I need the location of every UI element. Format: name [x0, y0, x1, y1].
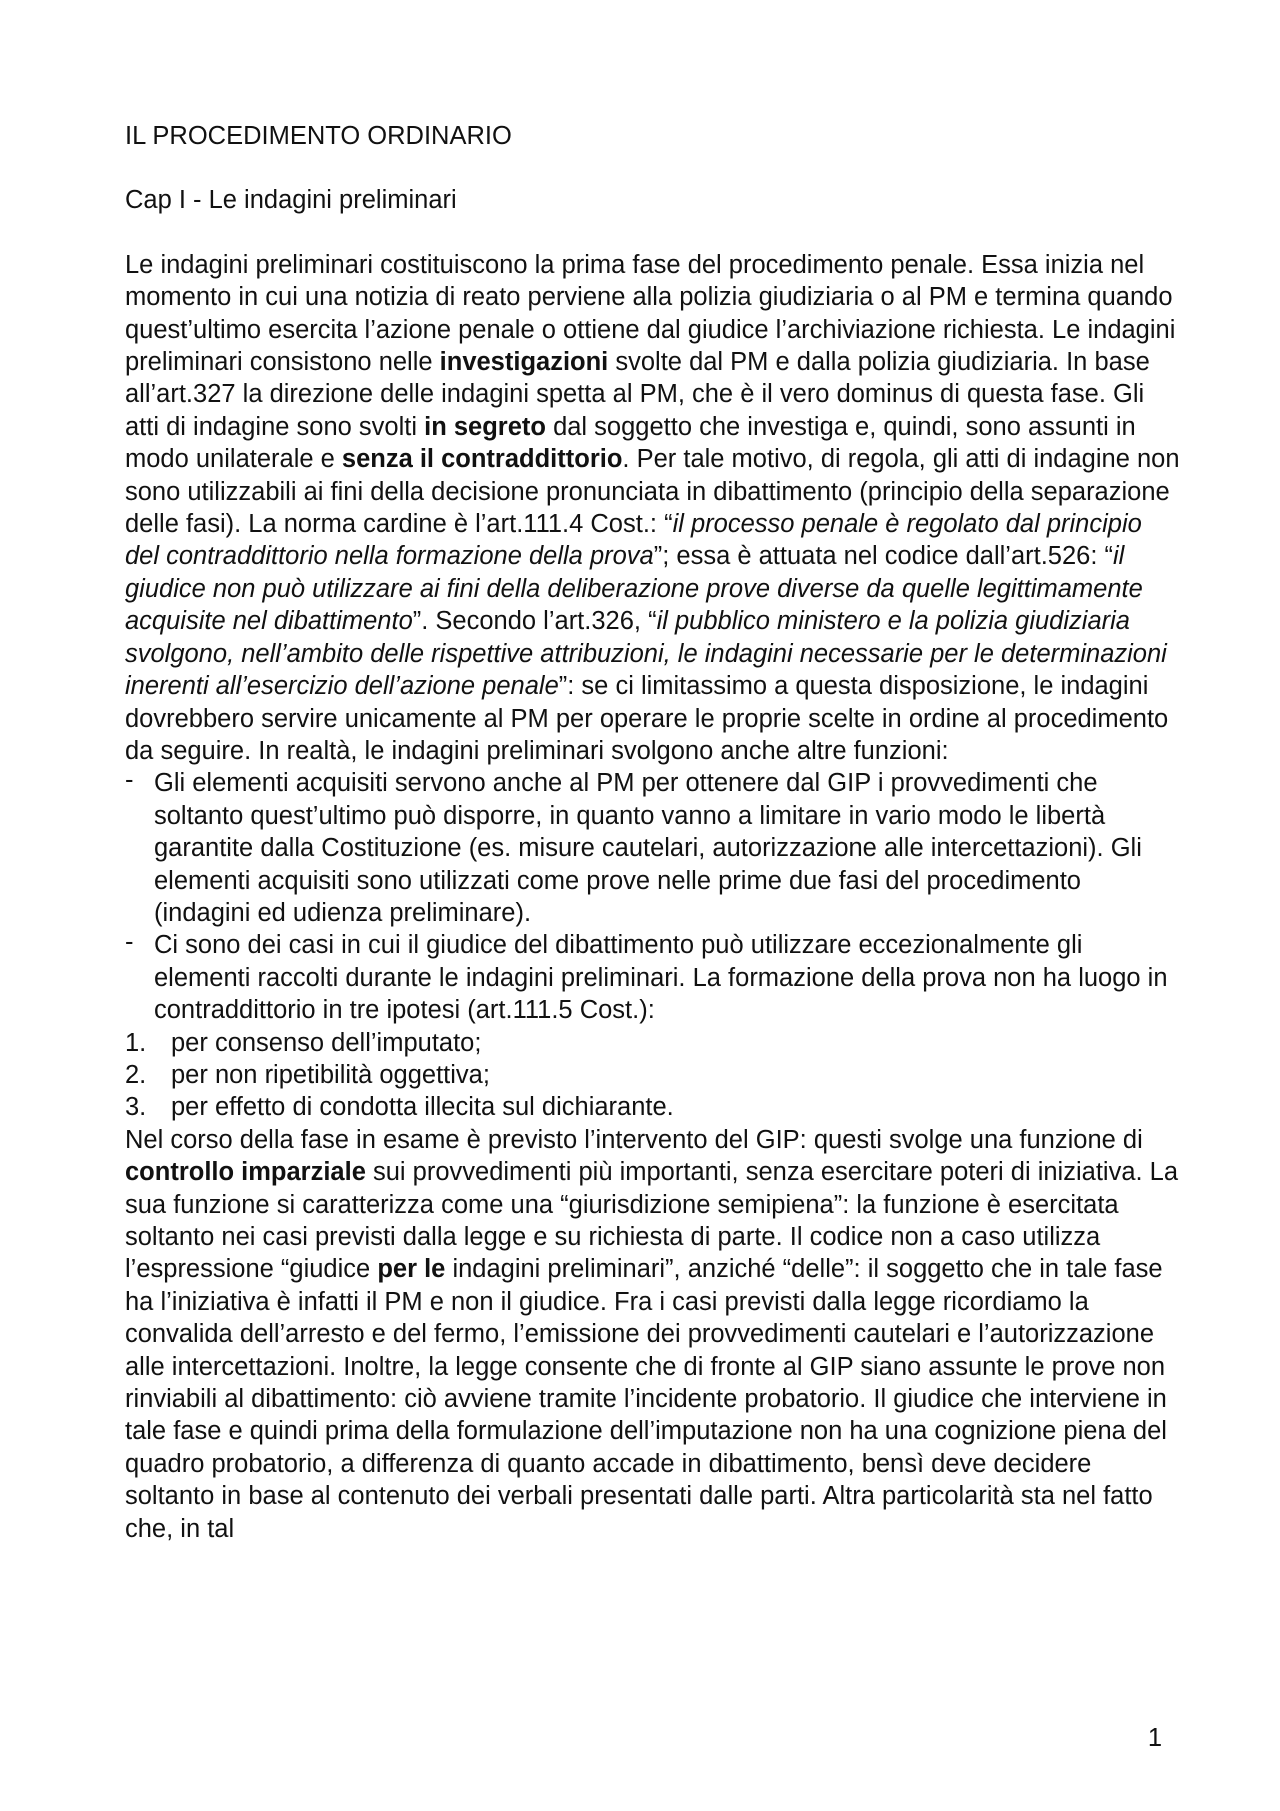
quote: il pubblico ministero e la polizia giudiziaria svolgono, nell’ambito delle rispettive attribuzioni, le indagini necessarie per le determinazioni inerenti all’esercizio dell’azione penale	[125, 607, 1167, 701]
list-item: 3. per effetto di condotta illecita sul dichiarante.	[125, 1091, 1180, 1123]
numbered-list	[125, 1027, 1180, 1124]
list-item: - Ci sono dei casi in cui il giudice del dibattimento può utilizzare eccezionalmente gli elementi raccolti durante le indagini preliminari. La formazione della prova non ha luogo in contraddittorio in tre ipotesi (art.111.5 Cost.):	[125, 929, 1180, 1026]
list-item: 1. per consenso dell’imputato;	[125, 1027, 1180, 1059]
list-number: 1.	[125, 1028, 147, 1057]
list-item: - Gli elementi acquisiti servono anche al PM per ottenere dal GIP i provvedimenti che soltanto quest’ultimo può disporre, in quanto vanno a limitare in vario modo le libertà garantite dalla Costituzione (es. misure cautelari, autorizzazione alle intercettazioni). Gli elementi acquisiti sono utilizzati come prove nelle prime due fasi del procedimento (indagini ed udienza preliminare).	[125, 767, 1180, 929]
bold-term: investigazioni	[439, 348, 609, 377]
bold-term: controllo imparziale	[125, 1158, 366, 1187]
paragraph-intro: Le indagini preliminari costituiscono la prima fase del procedimento penale. Essa inizia nel momento in cui una notizia di reato perviene alla polizia giudiziaria o al PM e termina quando quest’ultimo esercita l’azione penale o ottiene dal giudice l’archiviazione richiesta. Le indagini preliminari consistono nelle investigazioni svolte dal PM e dalla polizia giudiziaria. In base all’art.327 la direzione delle indagini spetta al PM, che è il vero dominus di questa fase. Gli atti di indagine sono svolti in segreto dal soggetto che investiga e, quindi, sono assunti in modo unilaterale e senza il contraddittorio. Per tale motivo, di regola, gli atti di indagine non sono utilizzabili ai fini della decisione pronunciata in dibattimento (principio della separazione delle fasi). La norma cardine è l’art.111.4 Cost.: “il processo penale è regolato dal principio del contraddittorio nella formazione della prova”; essa è attuata nel codice dall’art.526: “il giudice non può utilizzare ai fini della deliberazione prove diverse da quelle legittimamente acquisite nel dibattimento”. Secondo l’art.326, “il pubblico ministero e la polizia giudiziaria svolgono, nell’ambito delle rispettive attribuzioni, le indagini necessarie per le determinazioni inerenti all’esercizio dell’azione penale”: se ci limitassimo a questa disposizione, le indagini dovrebbero servire unicamente al PM per operare le proprie scelte in ordine al procedimento da seguire. In realtà, le indagini preliminari svolgono anche altre funzioni:	[125, 250, 1180, 765]
page-number: 1	[1147, 1724, 1162, 1752]
list-number: 3.	[125, 1093, 147, 1122]
list-number: 2.	[125, 1060, 147, 1089]
chapter-heading: Cap I - Le indagini preliminari	[125, 186, 457, 215]
bold-term: per le	[377, 1255, 446, 1284]
paragraph-gip: Nel corso della fase in esame è previsto l’intervento del GIP: questi svolge una funzione di controllo imparziale sui provvedimenti più importanti, senza esercitare poteri di iniziativa. La sua funzione si caratterizza come una “giurisdizione semipiena”: la funzione è esercitata soltanto nei casi previsti dalla legge e su richiesta di parte. Il codice non a caso utilizza l’espressione “giudice per le indagini preliminari”, anziché “delle”: il soggetto che in tale fase ha l’iniziativa è infatti il PM e non il giudice. Fra i casi previsti dalla legge ricordiamo la convalida dell’arresto e del fermo, l’emissione dei provvedimenti cautelari e l’autorizzazione alle intercettazioni. Inoltre, la legge consente che di fronte al GIP siano assunte le prove non rinviabili al dibattimento: ciò avviene tramite l’incidente probatorio. Il giudice che interviene in tale fase e quindi prima della formulazione dell’imputazione non ha una cognizione piena del quadro probatorio, a differenza di quanto accade in dibattimento, bensì deve decidere soltanto in base al contenuto dei verbali presentati dalle parti. Altra particolarità sta nel fatto che, in tal	[125, 1125, 1179, 1543]
bold-term: in segreto	[424, 412, 546, 441]
dash-list	[125, 767, 1180, 1026]
quote: il giudice non può utilizzare ai fini della deliberazione prove diverse da quelle legittimamente acquisite nel dibattimento	[125, 542, 1143, 636]
quote: il processo penale è regolato dal principio del contraddittorio nella formazione della prova	[125, 510, 1142, 571]
bold-term: senza il contraddittorio	[341, 445, 623, 474]
list-item: 2. per non ripetibilità oggettiva;	[125, 1059, 1180, 1091]
document-title: IL PROCEDIMENTO ORDINARIO	[125, 122, 512, 150]
